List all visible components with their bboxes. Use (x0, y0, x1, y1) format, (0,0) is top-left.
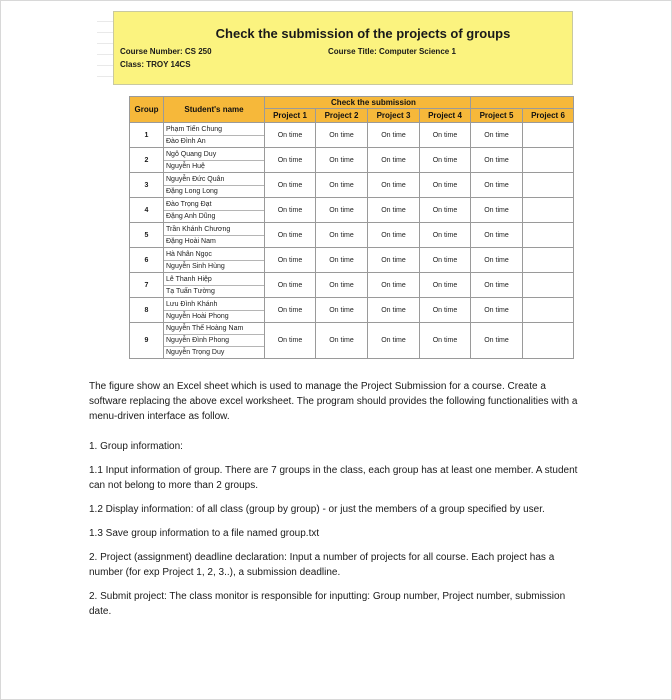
submission-status-cell: On time (316, 198, 368, 223)
col-project-5: Project 5 (471, 109, 523, 123)
submission-status-cell: On time (316, 223, 368, 248)
group-number: 3 (130, 173, 164, 198)
col-group-header: Group (130, 97, 164, 123)
item-1-3: 1.3 Save group information to a file named group.txt (89, 528, 320, 539)
col-name-header: Student's name (164, 97, 265, 123)
submission-status-cell: On time (471, 323, 523, 359)
submission-status-cell (523, 148, 574, 173)
student-name: Đặng Anh Dũng (166, 212, 216, 220)
table-row (130, 198, 574, 223)
member-list (164, 123, 265, 148)
submission-status-cell: On time (265, 223, 316, 248)
submission-status-cell: On time (420, 298, 471, 323)
table-row (130, 273, 574, 298)
submission-status-cell: On time (265, 148, 316, 173)
submission-status-cell: On time (420, 123, 471, 148)
table-row (130, 123, 574, 148)
student-name: Đặng Hoài Nam (166, 237, 216, 245)
table-row (130, 248, 574, 273)
submission-status-cell: On time (420, 273, 471, 298)
student-name: Lưu Đình Khánh (164, 299, 264, 311)
course-number: Course Number: CS 250 (120, 47, 212, 56)
submission-status-cell (523, 298, 574, 323)
table-row (130, 298, 574, 323)
group-number: 2 (130, 148, 164, 173)
student-name: Nguyễn Huệ (166, 162, 205, 170)
member-list (164, 173, 265, 198)
submission-status-cell: On time (316, 173, 368, 198)
student-name: Lê Thanh Hiệp (164, 274, 264, 286)
sheet-title: Check the submission of the projects of groups (215, 26, 511, 41)
header-filler (471, 97, 574, 109)
member-list (164, 198, 265, 223)
submission-status-cell: On time (316, 123, 368, 148)
submission-status-cell: On time (265, 248, 316, 273)
submission-status-cell: On time (316, 273, 368, 298)
student-name: Nguyễn Đức Quân (164, 174, 264, 186)
student-name: Tạ Tuấn Tường (166, 287, 215, 295)
item-2-submit: 2. Submit project: The class monitor is responsible for inputting: Group number, Project number, submission date. (89, 591, 566, 617)
submission-status-cell: On time (265, 298, 316, 323)
submission-status-cell: On time (471, 273, 523, 298)
submission-status-cell: On time (368, 173, 420, 198)
student-name: Ngô Quang Duy (164, 149, 264, 161)
submission-status-cell: On time (368, 198, 420, 223)
sheet-header (113, 11, 573, 85)
col-project-4: Project 4 (420, 109, 471, 123)
group-number: 6 (130, 248, 164, 273)
submission-status-cell: On time (471, 123, 523, 148)
submission-status-cell: On time (420, 223, 471, 248)
group-number: 9 (130, 323, 164, 359)
submission-status-cell: On time (368, 273, 420, 298)
submission-status-cell: On time (471, 148, 523, 173)
student-name: Phạm Tiến Chung (164, 124, 264, 136)
col-project-6: Project 6 (523, 109, 574, 123)
col-project-2: Project 2 (316, 109, 368, 123)
submission-status-cell: On time (368, 323, 420, 359)
sheet-row-edge (97, 11, 114, 85)
table-row (130, 148, 574, 173)
student-name: Đào Trọng Đạt (164, 199, 264, 211)
table-body (130, 123, 574, 359)
submission-status-cell (523, 248, 574, 273)
submission-status-cell: On time (316, 298, 368, 323)
submission-status-cell (523, 173, 574, 198)
col-check-header: Check the submission (265, 97, 471, 109)
submission-status-cell: On time (265, 123, 316, 148)
submission-status-cell: On time (420, 248, 471, 273)
assignment-description (89, 379, 579, 619)
item-1-heading: 1. Group information: (89, 441, 183, 452)
submission-status-cell: On time (368, 248, 420, 273)
student-name: Đặng Long Long (166, 187, 218, 195)
submission-status-cell: On time (265, 173, 316, 198)
item-2-deadline: 2. Project (assignment) deadline declaration: Input a number of projects for all course. Each project has a number (for exp Project 1, 2, 3..), a submission deadline. (89, 552, 555, 578)
member-list (164, 223, 265, 248)
submission-status-cell: On time (368, 123, 420, 148)
submission-status-cell: On time (368, 148, 420, 173)
group-number: 8 (130, 298, 164, 323)
col-project-3: Project 3 (368, 109, 420, 123)
intro-paragraph: The figure show an Excel sheet which is used to manage the Project Submission for a course. Create a software replacing the above excel worksheet. The program should provides the following functionalities with a menu-driven interface as follow. (89, 381, 578, 422)
submission-status-cell (523, 323, 574, 359)
submission-table (129, 96, 574, 359)
course-title: Course Title: Computer Science 1 (328, 47, 456, 56)
class-label: Class: TROY 14CS (120, 60, 191, 69)
submission-status-cell: On time (265, 273, 316, 298)
submission-status-cell: On time (471, 198, 523, 223)
table-row (130, 223, 574, 248)
submission-status-cell: On time (368, 298, 420, 323)
submission-status-cell: On time (316, 248, 368, 273)
col-project-1: Project 1 (265, 109, 316, 123)
table-row (130, 173, 574, 198)
group-number: 7 (130, 273, 164, 298)
member-list (164, 273, 265, 298)
submission-status-cell (523, 223, 574, 248)
submission-status-cell (523, 198, 574, 223)
student-name: Hà Nhân Ngọc (164, 249, 264, 261)
submission-status-cell: On time (265, 198, 316, 223)
group-number: 5 (130, 223, 164, 248)
student-name: Nguyễn Sinh Hùng (166, 262, 225, 270)
student-name: Nguyễn Trọng Duy (166, 349, 225, 356)
student-name: Nguyễn Đình Phong (164, 335, 264, 347)
student-name: Trần Khánh Chương (164, 224, 264, 236)
group-number: 4 (130, 198, 164, 223)
student-name: Nguyễn Hoài Phong (166, 312, 229, 320)
member-list (164, 323, 265, 359)
submission-status-cell: On time (471, 248, 523, 273)
student-name: Đào Đình An (166, 137, 206, 145)
submission-status-cell: On time (420, 148, 471, 173)
submission-status-cell (523, 123, 574, 148)
submission-status-cell: On time (420, 198, 471, 223)
submission-status-cell: On time (471, 298, 523, 323)
member-list (164, 298, 265, 323)
submission-status-cell: On time (316, 148, 368, 173)
member-list (164, 148, 265, 173)
item-1-1: 1.1 Input information of group. There are 7 groups in the class, each group has at least one member. A student can not belong to more than 2 groups. (89, 465, 578, 491)
member-list (164, 248, 265, 273)
item-1-2: 1.2 Display information: of all class (group by group) - or just the members of a group specified by user. (89, 504, 545, 515)
submission-status-cell: On time (420, 323, 471, 359)
group-number: 1 (130, 123, 164, 148)
submission-status-cell: On time (420, 173, 471, 198)
submission-status-cell (523, 273, 574, 298)
submission-status-cell: On time (265, 323, 316, 359)
submission-status-cell: On time (471, 173, 523, 198)
submission-status-cell: On time (316, 323, 368, 359)
student-name: Nguyễn Thế Hoàng Nam (164, 323, 264, 335)
table-row (130, 323, 574, 359)
submission-status-cell: On time (471, 223, 523, 248)
submission-status-cell: On time (368, 223, 420, 248)
